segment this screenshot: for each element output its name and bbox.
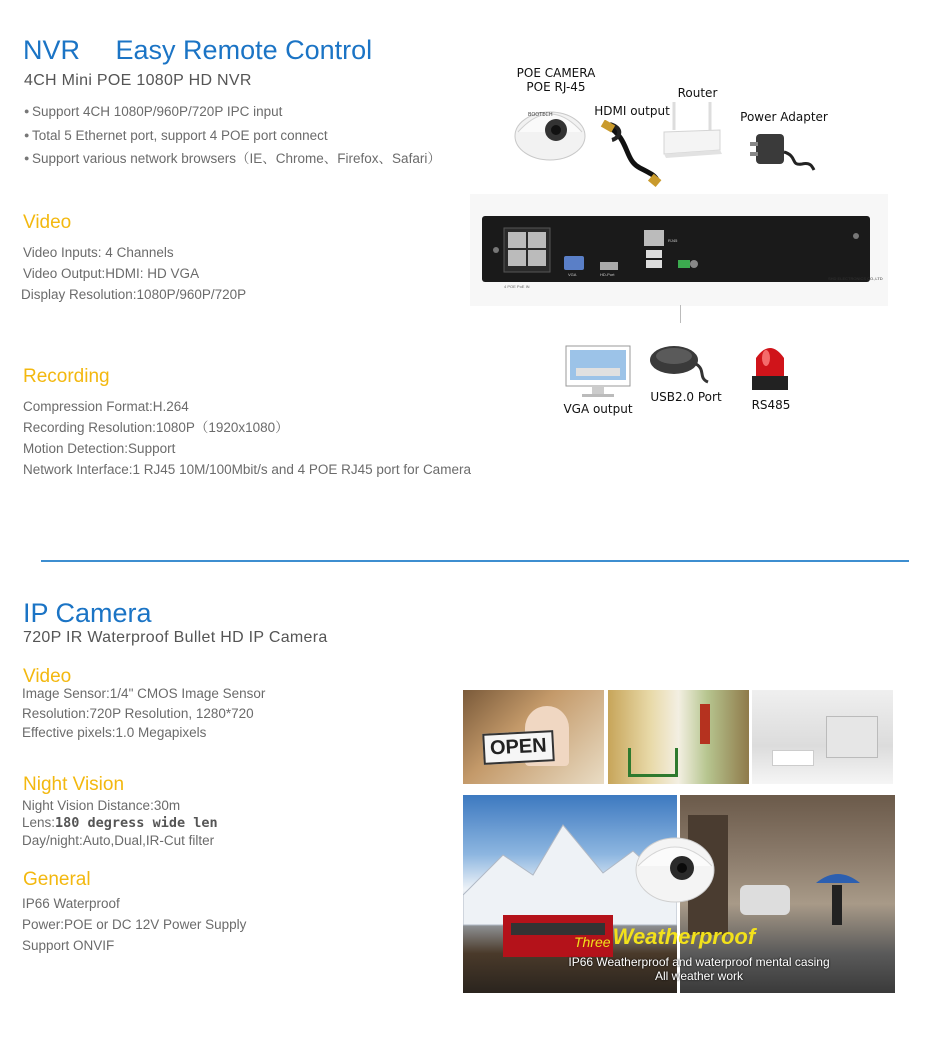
- dome-camera-photo-icon: [634, 826, 716, 909]
- spec-line: Day/night:Auto,Dual,IR-Cut filter: [22, 833, 215, 848]
- weatherproof-caption-line: IP66 Weatherproof and waterproof mental casing: [568, 955, 830, 969]
- spec-line: Night Vision Distance:30m: [22, 798, 181, 813]
- lens-prefix: Lens:: [22, 815, 56, 830]
- ipcam-subtitle: 720P IR Waterproof Bullet HD IP Camera: [23, 629, 328, 646]
- nvr-video-heading: Video: [23, 212, 72, 233]
- spec-line: Motion Detection:Support: [23, 441, 176, 456]
- bullet-item: ● Support 4CH 1080P/960P/720P IPC input: [24, 101, 441, 125]
- shopper-figure: [700, 704, 710, 744]
- usb-port-label: USB2.0 Port: [650, 390, 722, 404]
- ipcam-title: IP Camera: [23, 598, 152, 628]
- nvr-title-tagline: Easy Remote Control: [115, 35, 373, 65]
- nvr-bullets: [24, 101, 441, 172]
- port-label-poe: 4 POE PoE IN: [504, 284, 530, 289]
- poe-camera-label: [510, 66, 602, 94]
- port-label-rj45: RJ45: [668, 238, 678, 243]
- open-sign: OPEN: [482, 730, 554, 765]
- nvr-recording-heading: Recording: [23, 366, 110, 387]
- weatherproof-small: Three: [574, 934, 611, 950]
- spec-line: Recording Resolution:1080P（1920x1080）: [23, 420, 289, 435]
- spec-line: Image Sensor:1/4" CMOS Image Sensor: [22, 686, 266, 701]
- weatherproof-caption: [534, 955, 864, 983]
- hdmi-cable-icon: [600, 120, 662, 193]
- ipcam-video-specs: [22, 684, 265, 743]
- shop-open-photo: [463, 690, 604, 784]
- spec-line: Effective pixels:1.0 Megapixels: [22, 725, 207, 740]
- weatherproof-big: Weatherproof: [612, 924, 756, 949]
- nvr-recording-specs: [23, 396, 471, 480]
- shopping-basket-icon: [628, 748, 678, 777]
- ipcam-video-heading: Video: [23, 666, 72, 687]
- usb-mouse-icon: [646, 342, 716, 391]
- nvr-video-specs: [23, 242, 246, 305]
- rs485-label: RS485: [751, 398, 791, 412]
- night-vision-heading: Night Vision: [23, 774, 125, 795]
- bullet-item: ● Total 5 Ethernet port, support 4 POE port connect: [24, 125, 441, 149]
- lens-value: 180 degress wide len: [55, 815, 218, 831]
- hdmi-label: HDMI output: [594, 104, 670, 118]
- spec-line: Compression Format:H.264: [23, 399, 189, 414]
- alarm-light-icon: [750, 338, 790, 397]
- general-heading: General: [23, 869, 91, 890]
- bullet-item: ● Support various network browsers（IE、Chrome、Firefox、Safari）: [24, 148, 441, 172]
- dome-camera-icon: [512, 96, 588, 167]
- spec-line: Video Inputs: 4 Channels: [23, 245, 174, 260]
- power-adapter-icon: [750, 126, 816, 177]
- spec-line: Power:POE or DC 12V Power Supply: [22, 917, 247, 932]
- poe-camera-label-line: POE CAMERA: [516, 66, 596, 80]
- router-label: Router: [677, 86, 718, 100]
- power-adapter-label: Power Adapter: [740, 110, 828, 124]
- weatherproof-banner: [574, 924, 755, 950]
- spec-line: Display Resolution:1080P/960P/720P: [21, 287, 247, 302]
- brand-small-text: SHD ELECTRONICS CO.,LTD: [828, 276, 883, 281]
- spec-line: Network Interface:1 RJ45 10M/100Mbit/s and 4 POE RJ45 port for Camera: [23, 462, 471, 477]
- poe-camera-label-line: POE RJ-45: [526, 80, 586, 94]
- router-icon: [660, 100, 724, 167]
- store-shelf: [826, 716, 878, 758]
- spec-line: Resolution:720P Resolution, 1280*720: [22, 705, 254, 721]
- port-label-hd: HD-Port: [600, 272, 615, 277]
- port-label-vga: VGA: [568, 272, 577, 277]
- general-specs: [22, 893, 246, 956]
- nvr-back-panel: [482, 216, 870, 282]
- nvr-title-word: NVR: [23, 35, 81, 65]
- svg-text:BOOTECH: BOOTECH: [528, 112, 553, 118]
- spec-line: Video Output:HDMI: HD VGA: [23, 266, 200, 281]
- spec-line: Support ONVIF: [22, 938, 115, 953]
- nvr-title: [23, 35, 372, 66]
- supermarket-photo: [608, 690, 749, 784]
- section-divider: [41, 560, 909, 562]
- spec-line: [22, 814, 218, 832]
- night-vision-specs: [22, 797, 218, 849]
- weatherproof-caption-line: All weather work: [654, 969, 744, 983]
- connector-line: [680, 305, 681, 323]
- vga-output-label: VGA output: [563, 402, 633, 416]
- store-interior-photo: [752, 690, 893, 784]
- spec-line: IP66 Waterproof: [22, 896, 120, 911]
- monitor-icon: [562, 344, 634, 405]
- store-counter: [772, 750, 814, 766]
- nvr-subtitle: 4CH Mini POE 1080P HD NVR: [24, 72, 252, 89]
